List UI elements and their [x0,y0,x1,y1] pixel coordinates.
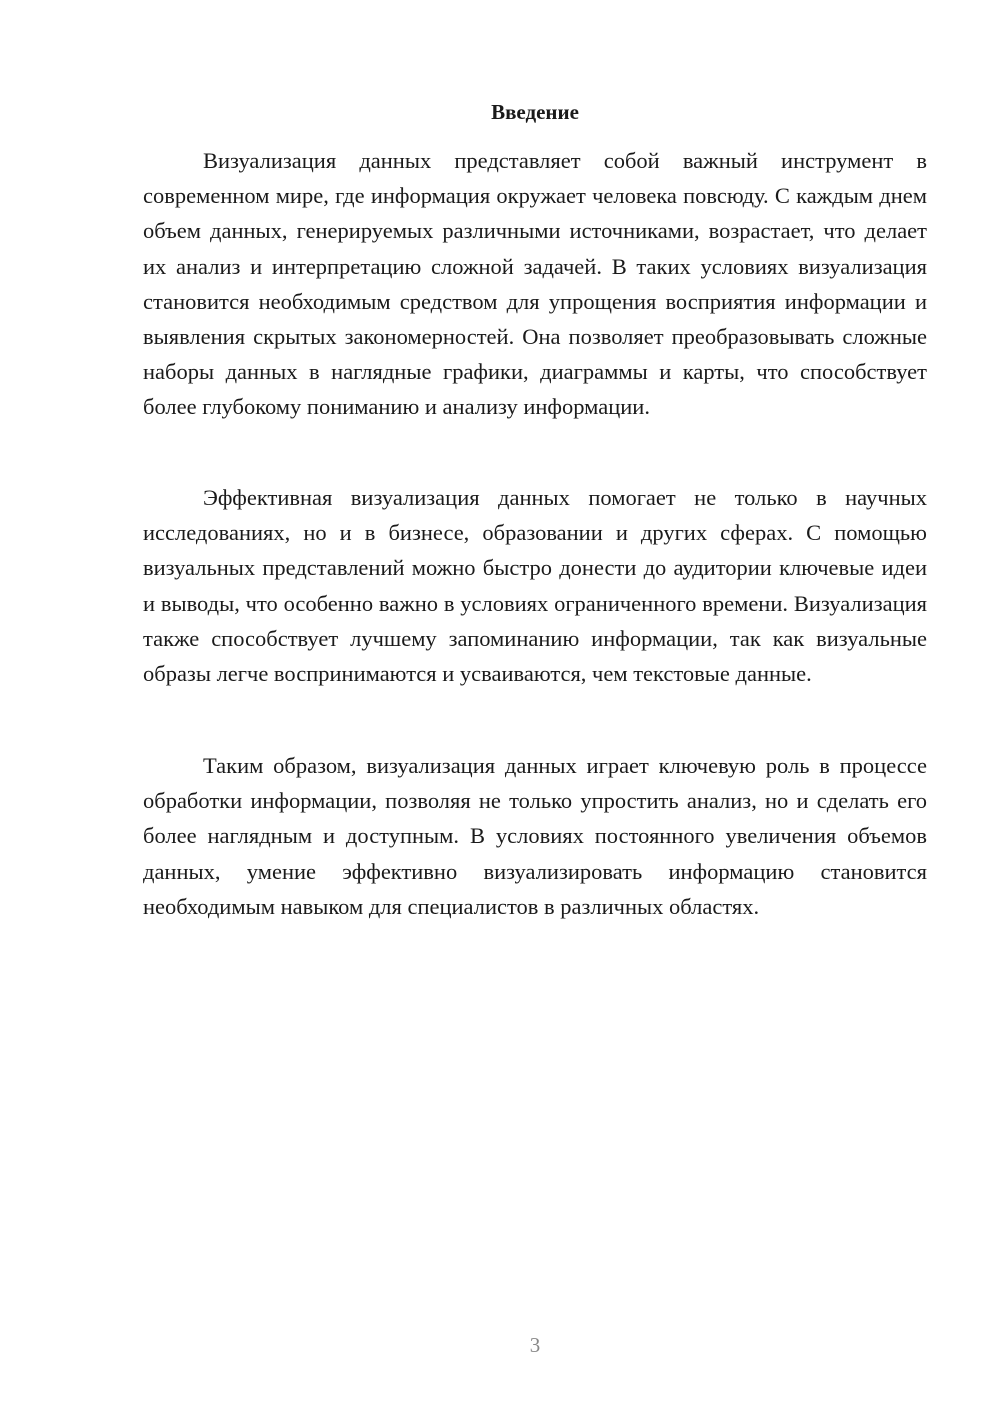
paragraph-3: Таким образом, визуализация данных играет ключевую роль в процессе обработки информации, позволяя не только упростить анализ, но и сделать его более наглядным и доступным. В условиях постоянного увеличения объемов данных, умение эффективно визуализировать информацию становится необходимым навыком для специалистов в различных областях. [143,753,927,919]
paragraph-1: Визуализация данных представляет собой важный инструмент в современном мире, где информация окружает человека повсюду. С каждым днем объем данных, генерируемых различными источниками, возрастает, что делает их анализ и интерпретацию сложной задачей. В таких условиях визуализация становится необходимым средством для упрощения восприятия информации и выявления скрытых закономерностей. Она позволяет преобразовывать сложные наборы данных в наглядные графики, диаграммы и карты, что способствует более глубокому пониманию и анализу информации. [143,148,927,420]
paragraph-2: Эффективная визуализация данных помогает не только в научных исследованиях, но и в бизнесе, образовании и других сферах. С помощью визуальных представлений можно быстро донести до аудитории ключевые идеи и выводы, что особенно важно в условиях ограниченного времени. Визуализация также способствует лучшему запоминанию информации, так как визуальные образы легче воспринимаются и усваиваются, чем текстовые данные. [143,485,927,687]
page-number: 3 [529,1333,541,1357]
section-title: Введение [491,100,579,124]
